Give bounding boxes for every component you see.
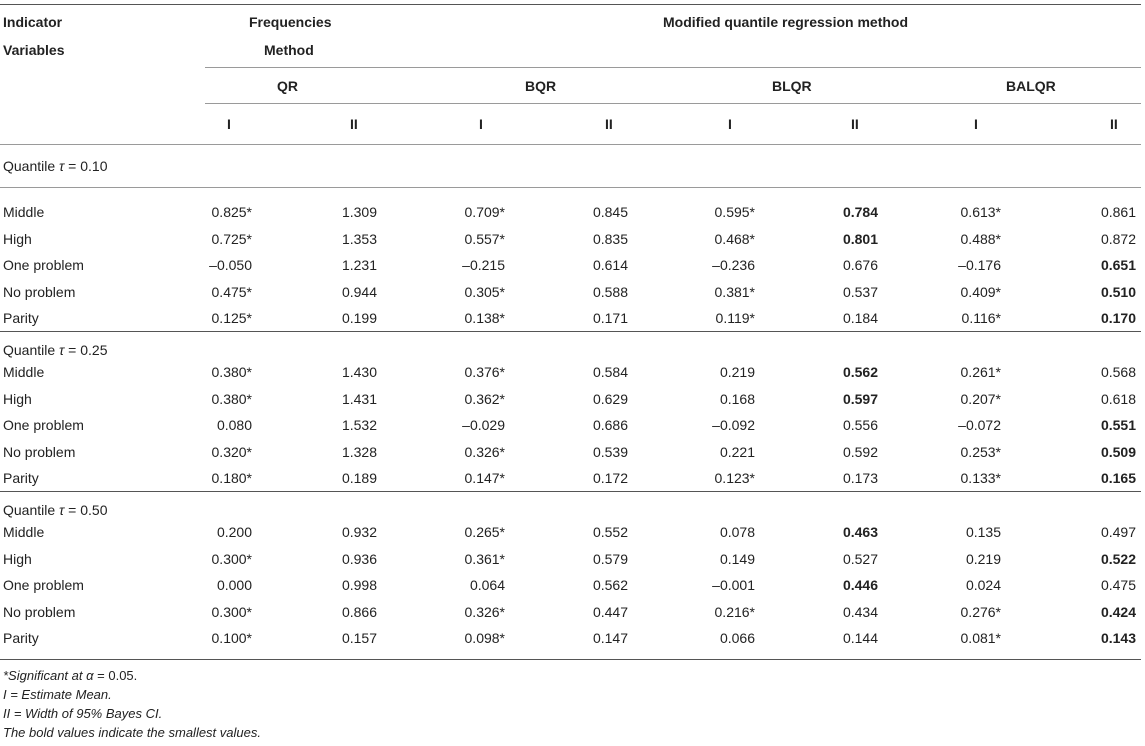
subheader-7: I (974, 116, 978, 132)
row-label: No problem (3, 284, 76, 300)
table-cell: 0.168 (719, 391, 755, 407)
subheader-6: II (851, 116, 859, 132)
table-cell: 1.328 (341, 444, 377, 460)
table-cell: 0.552 (592, 524, 628, 540)
table-cell: 0.932 (341, 524, 377, 540)
header-indicator: Indicator (3, 14, 63, 30)
table-cell: 0.149 (719, 551, 755, 567)
table-cell: 0.998 (341, 577, 377, 593)
row-label: Parity (3, 630, 39, 646)
subheader-8: II (1110, 116, 1118, 132)
table-cell: 0.527 (842, 551, 878, 567)
table-cell: 0.261* (960, 364, 1001, 380)
subheader-1: I (227, 116, 231, 132)
footnote-estimate-mean: I = Estimate Mean. (3, 687, 112, 702)
subheader-3: I (479, 116, 483, 132)
table-cell: 1.309 (341, 204, 377, 220)
tau-symbol: τ (59, 502, 65, 518)
table-cell: 0.510 (1100, 284, 1136, 300)
table-cell: 0.200 (216, 524, 252, 540)
table-cell: –0.050 (209, 257, 252, 273)
table-cell: 0.133* (960, 470, 1001, 486)
table-cell: 0.845 (592, 204, 628, 220)
section-rule-1 (0, 187, 1141, 188)
section-label-prefix: Quantile (3, 502, 60, 518)
table-cell: 1.532 (341, 417, 377, 433)
table-cell: 0.522 (1100, 551, 1136, 567)
table-cell: 0.676 (842, 257, 878, 273)
row-label: High (3, 391, 32, 407)
table-cell: 0.725* (211, 231, 252, 247)
table-cell: 0.446 (842, 577, 878, 593)
table-cell: 0.362* (464, 391, 505, 407)
table-cell: 0.000 (216, 577, 252, 593)
table-cell: 0.216* (714, 604, 755, 620)
table-cell: 0.801 (842, 231, 878, 247)
table-cell: 0.165 (1100, 470, 1136, 486)
table-cell: –0.215 (462, 257, 505, 273)
table-cell: 0.326* (464, 604, 505, 620)
table-cell: 0.614 (592, 257, 628, 273)
header-method-bqr: BQR (525, 78, 557, 94)
tau-symbol: τ (59, 158, 65, 174)
table-cell: 0.488* (960, 231, 1001, 247)
table-cell: 0.944 (341, 284, 377, 300)
table-cell: 0.475 (1100, 577, 1136, 593)
table-cell: 0.138* (464, 310, 505, 326)
header-bottom-rule (0, 144, 1141, 145)
table-cell: 0.468* (714, 231, 755, 247)
table-cell: 0.556 (842, 417, 878, 433)
table-cell: 0.376* (464, 364, 505, 380)
table-cell: 0.509 (1100, 444, 1136, 460)
section-rule-3 (0, 491, 1141, 492)
table-cell: –0.029 (462, 417, 505, 433)
table-cell: 0.024 (965, 577, 1001, 593)
header-method-blqr: BLQR (772, 78, 812, 94)
table-cell: 0.709* (464, 204, 505, 220)
table-cell: 0.300* (211, 551, 252, 567)
table-cell: 0.081* (960, 630, 1001, 646)
table-cell: 0.539 (592, 444, 628, 460)
table-cell: 0.447 (592, 604, 628, 620)
table-cell: 0.618 (1100, 391, 1136, 407)
method-rule (205, 103, 1141, 104)
table-cell: 0.173 (842, 470, 878, 486)
table-cell: 0.579 (592, 551, 628, 567)
table-cell: 0.597 (842, 391, 878, 407)
table-cell: 0.562 (842, 364, 878, 380)
subheader-2: II (350, 116, 358, 132)
table-cell: 0.253* (960, 444, 1001, 460)
table-cell: 0.147 (592, 630, 628, 646)
table-cell: 0.629 (592, 391, 628, 407)
table-cell: 0.078 (719, 524, 755, 540)
table-cell: 0.380* (211, 364, 252, 380)
table-cell: 1.430 (341, 364, 377, 380)
row-label: One problem (3, 257, 84, 273)
footnote-bold-values: The bold values indicate the smallest values. (3, 725, 261, 740)
table-cell: 0.180* (211, 470, 252, 486)
table-cell: 0.219 (719, 364, 755, 380)
table-cell: 1.231 (341, 257, 377, 273)
table-cell: –0.001 (712, 577, 755, 593)
table-cell: 0.424 (1100, 604, 1136, 620)
table-cell: 0.537 (842, 284, 878, 300)
table-cell: 1.353 (341, 231, 377, 247)
table-cell: 0.326* (464, 444, 505, 460)
table-cell: 0.866 (341, 604, 377, 620)
row-label: No problem (3, 604, 76, 620)
row-label: Parity (3, 310, 39, 326)
table-cell: 0.207* (960, 391, 1001, 407)
tau-symbol: τ (59, 342, 65, 358)
table-cell: 0.144 (842, 630, 878, 646)
table-cell: 0.381* (714, 284, 755, 300)
table-cell: 0.434 (842, 604, 878, 620)
table-cell: 0.135 (965, 524, 1001, 540)
table-cell: 0.147* (464, 470, 505, 486)
row-label: Middle (3, 524, 45, 540)
table-cell: 0.861 (1100, 204, 1136, 220)
header-method: Method (264, 42, 314, 58)
table-cell: 0.265* (464, 524, 505, 540)
row-label: Middle (3, 204, 45, 220)
table-cell: 1.431 (341, 391, 377, 407)
table-cell: 0.361* (464, 551, 505, 567)
table-cell: 0.119* (715, 310, 755, 326)
table-cell: 0.562 (592, 577, 628, 593)
footnote-width-ci: II = Width of 95% Bayes CI. (3, 706, 163, 721)
row-label: Parity (3, 470, 39, 486)
section-label (3, 341, 108, 359)
table-cell: –0.072 (958, 417, 1001, 433)
table-cell: 0.409* (960, 284, 1001, 300)
table-cell: –0.092 (712, 417, 755, 433)
table-cell: 0.100* (211, 630, 252, 646)
section-rule-2 (0, 331, 1141, 332)
table-cell: 0.380* (211, 391, 252, 407)
table-cell: 0.686 (592, 417, 628, 433)
table-cell: 0.568 (1100, 364, 1136, 380)
section-label (3, 157, 108, 175)
section-label-suffix: = 0.25 (64, 342, 108, 358)
table-cell: 0.221 (719, 444, 755, 460)
section-label (3, 501, 108, 519)
table-cell: 0.170 (1100, 310, 1136, 326)
header-variables: Variables (3, 42, 65, 58)
table-cell: 0.613* (960, 204, 1001, 220)
table-cell: 0.171 (592, 310, 628, 326)
subheader-4: II (605, 116, 613, 132)
row-label: One problem (3, 417, 84, 433)
table-cell: –0.176 (958, 257, 1001, 273)
section-label-suffix: = 0.50 (64, 502, 108, 518)
table-cell: 0.584 (592, 364, 628, 380)
table-cell: 0.189 (341, 470, 377, 486)
table-cell: 0.551 (1100, 417, 1136, 433)
section-label-prefix: Quantile (3, 158, 60, 174)
table-cell: 0.936 (341, 551, 377, 567)
table-cell: 0.125* (211, 310, 252, 326)
table-cell: 0.588 (592, 284, 628, 300)
header-frequencies: Frequencies (249, 14, 332, 30)
table-cell: 0.219 (965, 551, 1001, 567)
row-label: No problem (3, 444, 76, 460)
section-label-suffix: = 0.10 (64, 158, 108, 174)
footnote-significance-suffix: = 0.05. (93, 668, 138, 683)
subheader-5: I (728, 116, 732, 132)
table-cell: 0.497 (1100, 524, 1136, 540)
table-cell: 0.184 (842, 310, 878, 326)
header-method-balqr: BALQR (1006, 78, 1056, 94)
table-cell: 0.595* (714, 204, 755, 220)
table-cell: 0.098* (464, 630, 505, 646)
footnote-significance (3, 668, 137, 684)
row-label: High (3, 231, 32, 247)
table-cell: –0.236 (712, 257, 755, 273)
table-cell: 0.199 (341, 310, 377, 326)
table-cell: 0.305* (464, 284, 505, 300)
row-label: One problem (3, 577, 84, 593)
table-cell: 0.172 (592, 470, 628, 486)
footnote-significance-prefix: *Significant at (3, 668, 87, 683)
table-cell: 0.123* (714, 470, 755, 486)
table-cell: 0.475* (211, 284, 252, 300)
table-cell: 0.080 (216, 417, 252, 433)
table-cell: 0.066 (719, 630, 755, 646)
header-method-qr: QR (277, 78, 298, 94)
table-cell: 0.557* (464, 231, 505, 247)
modified-rule (205, 67, 1141, 68)
top-rule (0, 4, 1141, 5)
table-cell: 0.784 (842, 204, 878, 220)
table-cell: 0.463 (842, 524, 878, 540)
table-cell: 0.143 (1100, 630, 1136, 646)
bottom-rule (0, 659, 1141, 660)
section-label-prefix: Quantile (3, 342, 60, 358)
table-cell: 0.835 (592, 231, 628, 247)
table-cell: 0.116* (961, 310, 1001, 326)
table-cell: 0.872 (1100, 231, 1136, 247)
table-cell: 0.300* (211, 604, 252, 620)
row-label: High (3, 551, 32, 567)
header-modified: Modified quantile regression method (663, 14, 909, 30)
table-cell: 0.592 (842, 444, 878, 460)
table-cell: 0.825* (211, 204, 252, 220)
alpha-symbol: α (86, 668, 94, 683)
table-cell: 0.276* (960, 604, 1001, 620)
row-label: Middle (3, 364, 45, 380)
table-cell: 0.157 (341, 630, 377, 646)
table-cell: 0.651 (1100, 257, 1136, 273)
table-cell: 0.064 (469, 577, 505, 593)
table-cell: 0.320* (211, 444, 252, 460)
